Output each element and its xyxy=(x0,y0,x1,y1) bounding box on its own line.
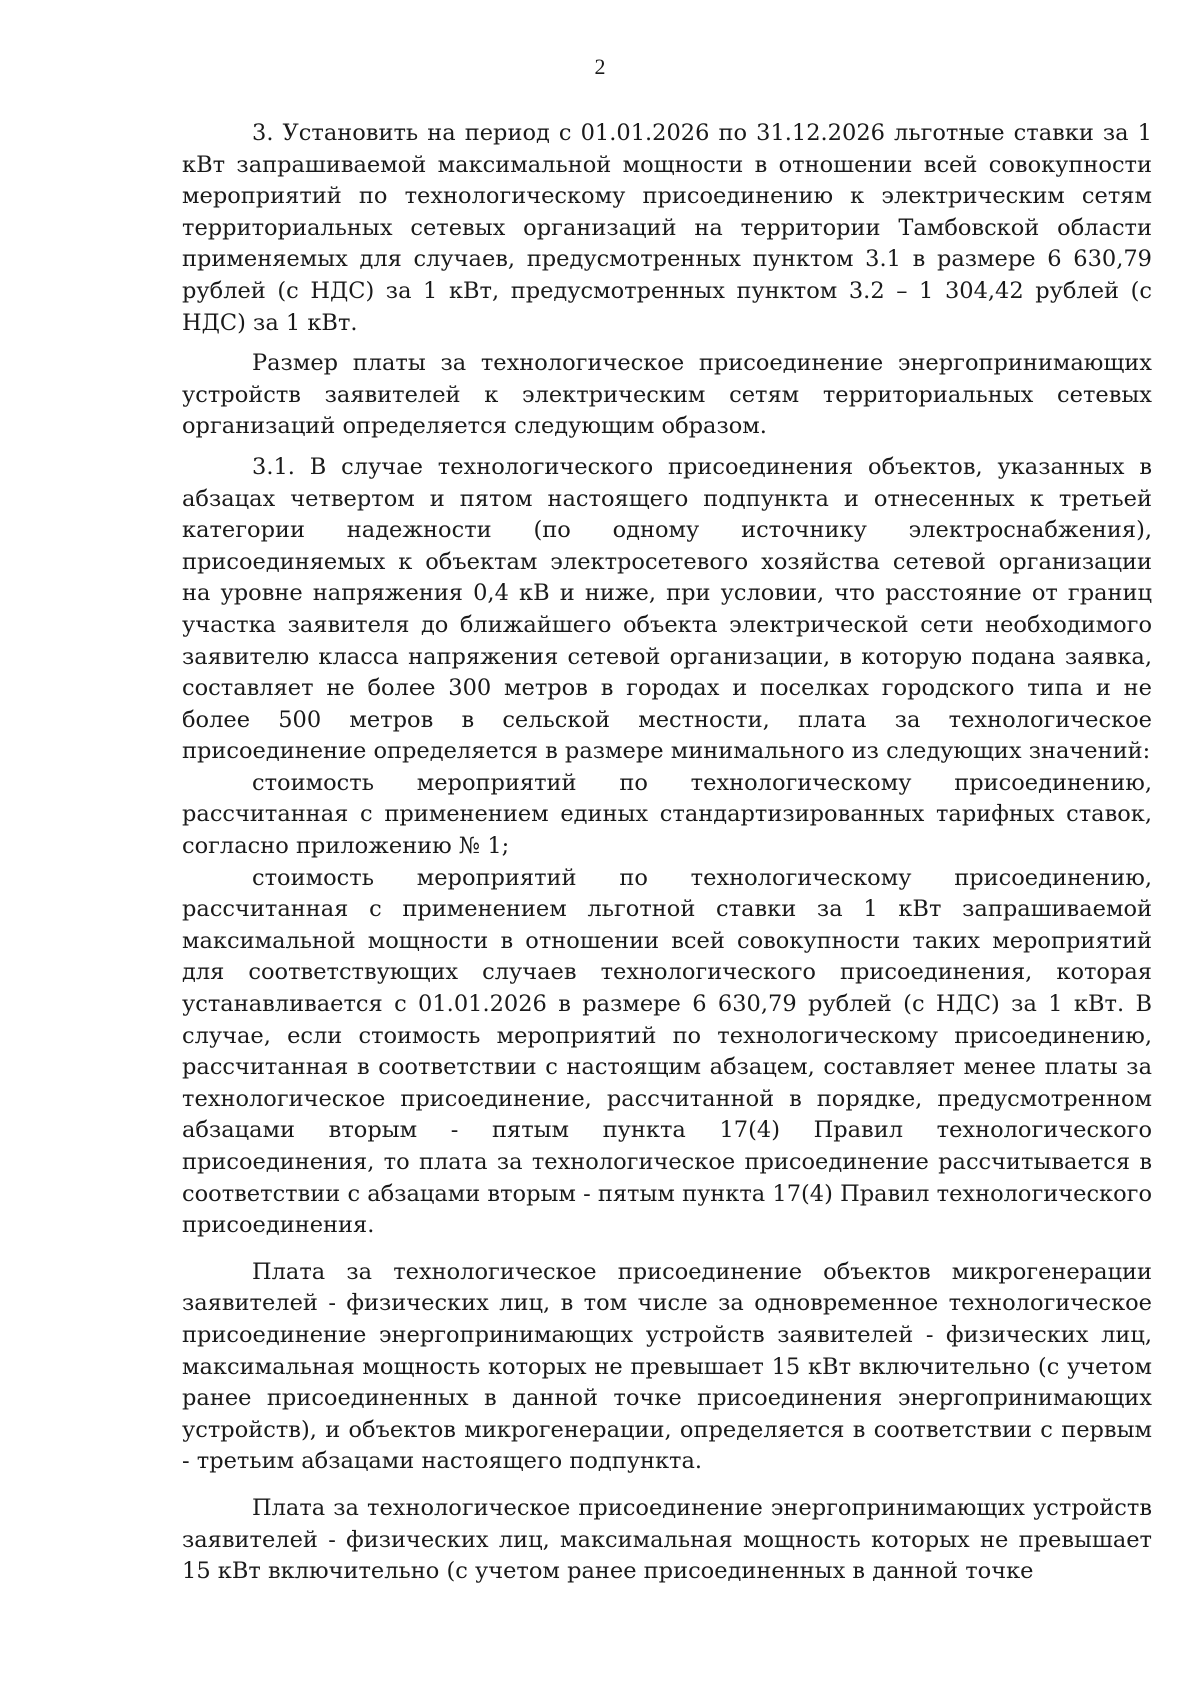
document-body xyxy=(182,118,1152,1588)
paragraph-option-preferential-rate: стоимость мероприятий по технологическому присоединению, рассчитанная с применением льготной ставки за 1 кВт запрашиваемой максимальной мощности в отношении всей совокупности таких мероприятий для соответствующих случаев технологического присоединения, которая устанавливается с 01.01.2026 в размере 6 630,79 рублей (с НДС) за 1 кВт. В случае, если стоимость мероприятий по технологическому присоединению, рассчитанная в соответствии с настоящим абзацем, составляет менее платы за технологическое присоединение, рассчитанной в порядке, предусмотренном абзацами вторым - пятым пункта 17(4) Правил технологического присоединения, то плата за технологическое присоединение рассчитывается в соответствии с абзацами вторым - пятым пункта 17(4) Правил технологического присоединения. xyxy=(182,864,1152,1239)
paragraph-individuals-fee: Плата за технологическое присоединение энергопринимающих устройств заявителей - физических лиц, максимальная мощность которых не превышает 15 кВт включительно (с учетом ранее присоединенных в данной точке xyxy=(182,1494,1152,1585)
paragraph-3-special-rates: 3. Установить на период с 01.01.2026 по 31.12.2026 льготные ставки за 1 кВт запрашиваемой максимальной мощности в отношении всей совокупности мероприятий по технологическому присоединению к электрическим сетям территориальных сетевых организаций на территории Тамбовской области применяемых для случаев, предусмотренных пунктом 3.1 в размере 6 630,79 рублей (с НДС) за 1 кВт, предусмотренных пунктом 3.2 – 1 304,42 рублей (с НДС) за 1 кВт. xyxy=(182,120,1152,336)
paragraph-3-1-condition: 3.1. В случае технологического присоединения объектов, указанных в абзацах четвертом и пятом настоящего подпункта и отнесенных к третьей категории надежности (по одному источнику электроснабжения), присоединяемых к объектам электросетевого хозяйства сетевой организации на уровне напряжения 0,4 кВ и ниже, при условии, что расстояние от границ участка заявителя до ближайшего объекта электрической сети необходимого заявителю класса напряжения сетевой организации, в которую подана заявка, составляет не более 300 метров в городах и поселках городского типа и не более 500 метров в сельской местности, плата за технологическое присоединение определяется в размере минимального из следующих значений: xyxy=(182,453,1152,765)
paragraph-microgeneration-fee: Плата за технологическое присоединение объектов микрогенерации заявителей - физических лиц, в том числе за одновременное технологическое присоединение энергопринимающих устройств заявителей - физических лиц, максимальная мощность которых не превышает 15 кВт включительно (с учетом ранее присоединенных в данной точке присоединения энергопринимающих устройств), и объектов микрогенерации, определяется в соответствии с первым - третьим абзацами настоящего подпункта. xyxy=(182,1258,1152,1475)
paragraph-fee-size-intro: Размер платы за технологическое присоединение энергопринимающих устройств заявителей к электрическим сетям территориальных сетевых организаций определяется следующим образом. xyxy=(182,350,1152,440)
page-number: 2 xyxy=(594,54,606,79)
paragraph-option-standard-rates: стоимость мероприятий по технологическому присоединению, рассчитанная с применением единых стандартизированных тарифных ставок, согласно приложению № 1; xyxy=(182,769,1152,860)
